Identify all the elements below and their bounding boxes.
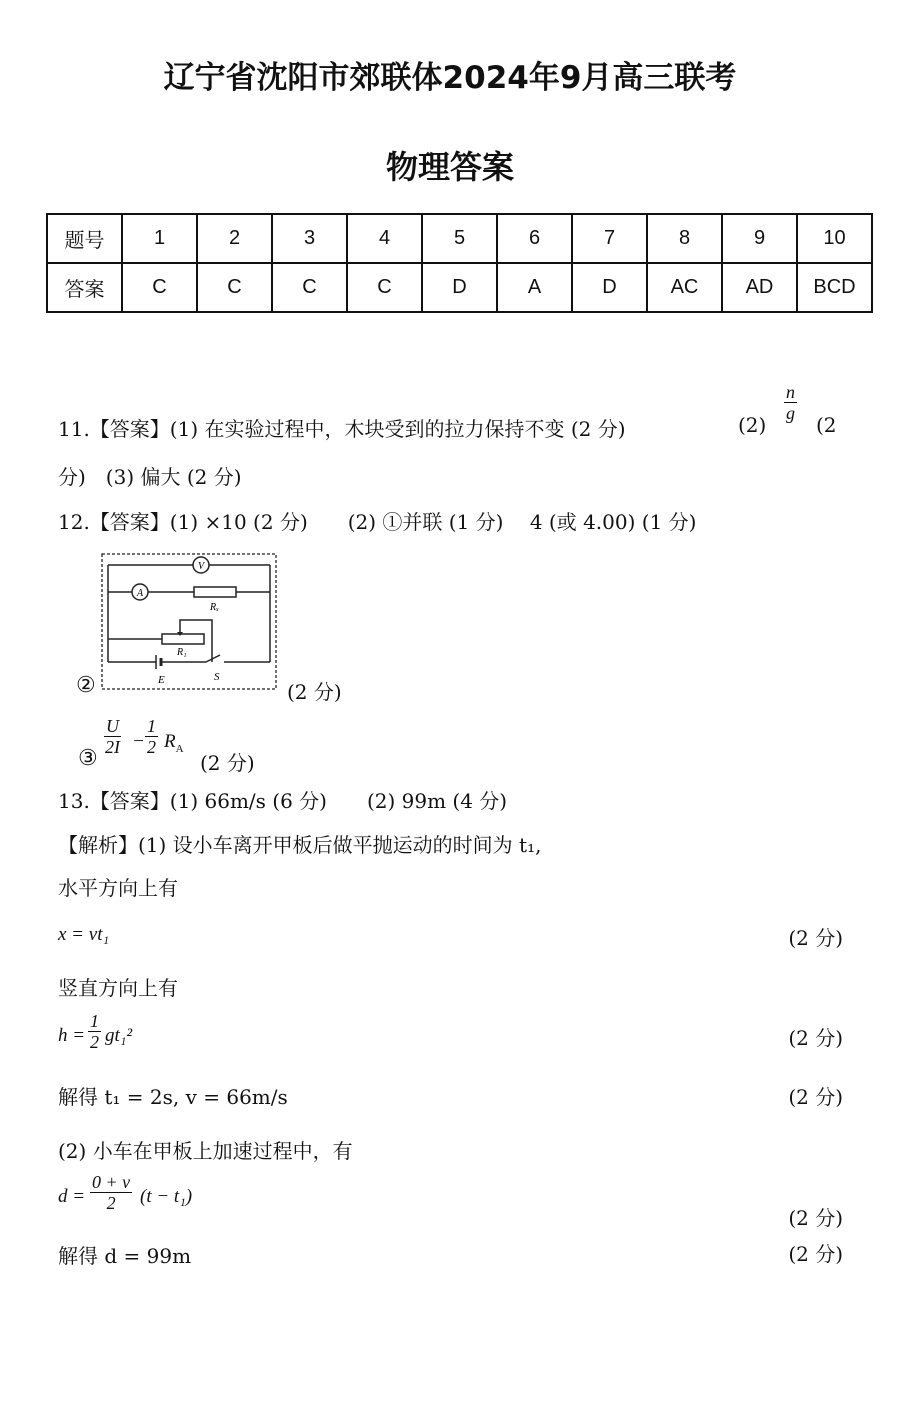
q11-part2-score: (2 [816,413,837,437]
q13-horizontal-label: 水平方向上有 [58,876,178,900]
expr-r: R [164,731,176,752]
answer-cell: C [272,263,347,312]
resistor-rx-icon [194,587,236,597]
question-number: 2 [197,214,272,263]
q12-expr-score: (2 分) [200,751,255,775]
table-row-label: 答案 [47,263,122,312]
q13-solve-2: 解得 d = 99m [58,1244,192,1268]
score-label: (2 分) [788,1206,843,1230]
fraction-numerator: 0 + v [92,1172,131,1192]
battery-label: E [158,674,165,686]
answer-cell: AC [647,263,722,312]
ammeter-label: A [136,588,144,599]
dashed-box [102,554,276,689]
fraction-numerator: 1 [90,1011,99,1031]
rheostat-r1-icon [162,634,204,644]
r1-label: R₁ [177,647,187,658]
switch-icon [206,655,220,662]
q11-answer-line2: 分) (3) 偏大 (2 分) [58,465,242,489]
q13-part2-intro: (2) 小车在甲板上加速过程中，有 [58,1139,353,1163]
answer-table [46,213,873,313]
page-title: 辽宁省沈阳市郊联体2024年9月高三联考 [163,60,737,96]
fraction-denominator: 2 [90,1032,99,1052]
fraction-denominator: 2 [147,737,156,757]
q13-eq2-right: gt₁² [105,1025,133,1046]
q12-circled-2: ② [76,673,96,698]
question-number: 8 [647,214,722,263]
fraction-numerator: U [106,716,119,736]
answer-cell: AD [722,263,797,312]
q13-eq3-right: (t − t₁) [140,1186,193,1207]
expr-minus: − [132,731,145,752]
answer-cell: C [122,263,197,312]
q12-expr-fraction1 [104,716,121,757]
question-number: 9 [722,214,797,263]
q13-eq3-left: d = [58,1186,86,1207]
answer-cell: C [197,263,272,312]
question-number: 4 [347,214,422,263]
q12-answer-line1: 12.【答案】(1) ×10 (2 分) (2) ①并联 (1 分) 4 (或 4.00) (1 分) [58,510,697,534]
q11-fraction [784,382,797,423]
rx-label: Rₓ [210,602,219,613]
q13-eq3-fraction [90,1172,132,1213]
fraction-numerator: n [786,382,795,402]
answer-cell: D [422,263,497,312]
question-number: 3 [272,214,347,263]
expr-ra [164,731,184,755]
fraction-denominator: g [786,403,795,423]
question-number: 5 [422,214,497,263]
q13-answer-line1: 13.【答案】(1) 66m/s (6 分) (2) 99m (4 分) [58,789,508,813]
score-label: (2 分) [788,1085,843,1109]
expr-r-subscript: A [175,742,184,755]
circuit-diagram [100,552,280,692]
q12-expr-fraction2 [145,716,158,757]
question-number: 7 [572,214,647,263]
fraction-denominator: 2 [106,1193,116,1213]
score-label: (2 分) [788,926,843,950]
answer-cell: C [347,263,422,312]
q13-equation-1: x = vt₁ [58,924,110,945]
question-number: 6 [497,214,572,263]
answer-cell: A [497,263,572,312]
q12-circuit-score: (2 分) [287,680,342,704]
answer-cell: BCD [797,263,872,312]
switch-label: S [214,671,220,683]
score-label: (2 分) [788,1026,843,1050]
table-row-answers [47,263,872,312]
q13-eq2-left: h = [58,1025,86,1046]
question-number: 10 [797,214,872,263]
fraction-numerator: 1 [147,716,156,736]
q11-answer-line1: 11.【答案】(1) 在实验过程中，木块受到的拉力保持不变 (2 分) [58,417,626,441]
fraction-denominator: 2I [105,737,120,757]
answer-cell: D [572,263,647,312]
question-number: 1 [122,214,197,263]
q13-analysis-line1: 【解析】(1) 设小车离开甲板后做平抛运动的时间为 t₁, [58,833,542,857]
score-label: (2 分) [788,1242,843,1266]
voltmeter-label: V [197,561,205,572]
q13-vertical-label: 竖直方向上有 [58,976,178,1000]
table-row-numbers [47,214,872,263]
q13-solve-1: 解得 t₁ = 2s, v = 66m/s [58,1085,288,1109]
q12-circled-3: ③ [78,746,98,771]
table-row-label: 题号 [47,214,122,263]
q11-part2-label: (2) [738,413,767,437]
page-subtitle: 物理答案 [385,148,514,186]
q13-eq2-fraction [88,1011,101,1052]
